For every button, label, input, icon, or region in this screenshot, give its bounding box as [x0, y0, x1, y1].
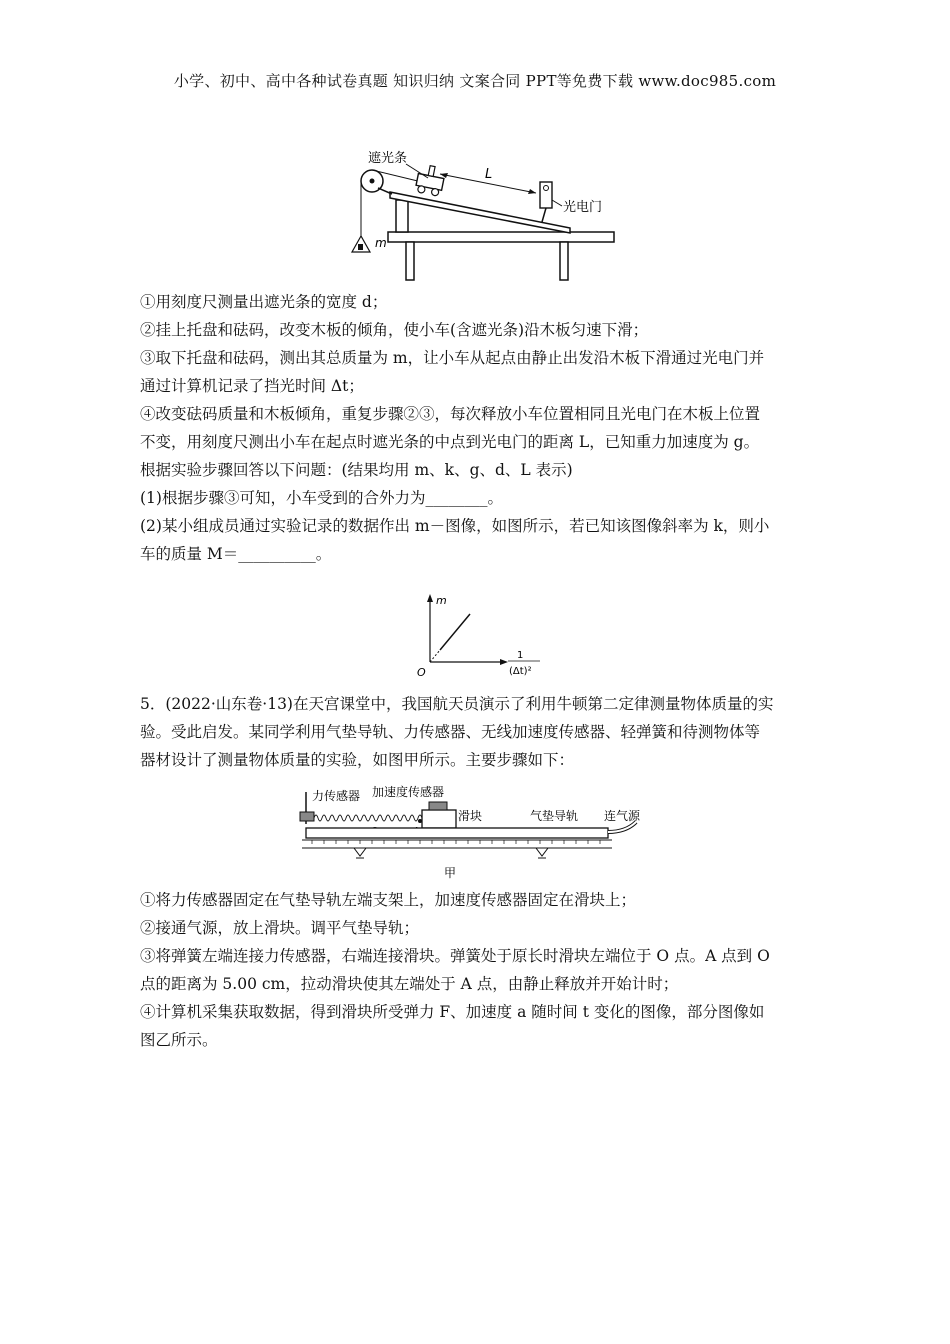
y-axis-label: m [436, 594, 447, 607]
question-1: (1)根据步骤③可知，小车受到的合外力为________。 [140, 489, 503, 507]
light-strip-label: 遮光条 [368, 151, 408, 166]
problem-5-line-1: 5．(2022·山东卷·13)在天宫课堂中，我国航天员演示了利用牛顿第二定律测量物体质量的实 [140, 695, 774, 713]
question-2a: (2)某小组成员通过实验记录的数据作出 m－图像，如图所示，若已知该图像斜率为 k，则小 [140, 517, 770, 535]
force-sensor-label: 力传感器 [312, 789, 361, 803]
step-b-6: 图乙所示。 [140, 1031, 218, 1049]
question-2b: 车的质量 M＝__________。 [140, 545, 332, 563]
page-header: 小学、初中、高中各种试卷真题 知识归纳 文案合同 PPT等免费下载 www.doc985.com [173, 72, 777, 90]
x-axis-denominator: (Δt)² [509, 666, 532, 677]
steps-part-b [140, 886, 812, 1054]
step-b-2: ②接通气源，放上滑块。调平气垫导轨； [140, 919, 420, 937]
figure-caption-jia: 甲 [444, 866, 457, 880]
photogate-label: 光电门 [563, 200, 603, 215]
origin-label: O [417, 666, 426, 679]
step-b-1: ①将力传感器固定在气垫导轨左端支架上，加速度传感器固定在滑块上； [140, 891, 637, 909]
x-axis-numerator: 1 [517, 650, 524, 661]
problem-5-intro [140, 690, 812, 774]
step-a-1: ①用刻度尺测量出遮光条的宽度 d； [140, 293, 388, 311]
step-a-4: 通过计算机记录了挡光时间 Δt； [140, 377, 364, 395]
step-a-6: 不变，用刻度尺测出小车在起点时遮光条的中点到光电门的距离 L，已知重力加速度为 g。 [140, 433, 760, 451]
distance-L-label: L [485, 167, 493, 182]
step-a-3: ③取下托盘和砝码，测出其总质量为 m，让小车从起点由静止出发沿木板下滑通过光电门并 [140, 349, 765, 367]
step-a-2: ②挂上托盘和砝码，改变木板的倾角，使小车(含遮光条)沿木板匀速下滑； [140, 321, 649, 339]
air-track-label: 气垫导轨 [530, 809, 579, 823]
problem-5-line-2: 验。受此启发。某同学利用气垫导轨、力传感器、无线加速度传感器、轻弹簧和待测物体等 [140, 723, 761, 741]
accel-sensor-label: 加速度传感器 [372, 785, 445, 799]
air-source-label: 连气源 [604, 809, 641, 823]
step-b-4: 点的距离为 5.00 cm，拉动滑块使其左端处于 A 点，由静止释放并开始计时； [140, 975, 679, 993]
m-vs-inverse-time-squared-graph [412, 590, 552, 682]
step-a-5: ④改变砝码质量和木板倾角，重复步骤②③，每次释放小车位置相同且光电门在木板上位置 [140, 405, 761, 423]
step-b-3: ③将弹簧左端连接力传感器，右端连接滑块。弹簧处于原长时滑块左端位于 O 点。A 点到 O [140, 947, 770, 965]
steps-part-a [140, 288, 812, 568]
step-b-5: ④计算机采集获取数据，得到滑块所受弹力 F、加速度 a 随时间 t 变化的图像，部分图像如 [140, 1003, 765, 1021]
incline-apparatus-figure [330, 148, 620, 283]
problem-5-line-3: 器材设计了测量物体质量的实验，如图甲所示。主要步骤如下： [140, 751, 575, 769]
slider-label: 滑块 [458, 809, 483, 823]
mass-label: m [375, 236, 387, 250]
question-intro: 根据实验步骤回答以下问题：(结果均用 m、k、g、d、L 表示) [140, 461, 573, 479]
air-track-figure [292, 782, 658, 882]
